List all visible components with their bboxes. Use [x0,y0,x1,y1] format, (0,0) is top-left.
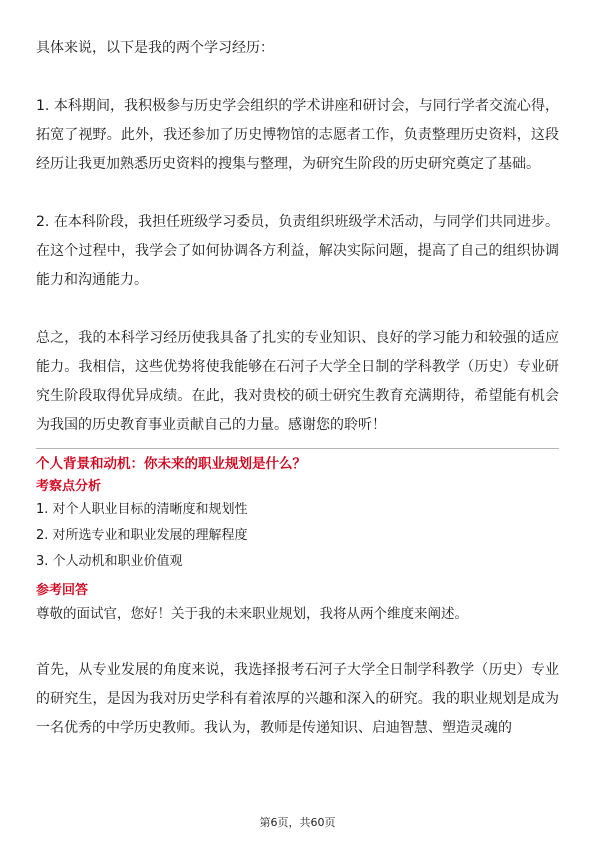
list-item: 2. 对所选专业和职业发展的理解程度 [36,528,248,543]
analysis-list [36,497,559,575]
question-title: 个人背景和动机：你未来的职业规划是什么？ [36,456,306,472]
page-footer: 第6页，共60页 [259,816,336,829]
answer-paragraph: 首先，从专业发展的角度来说，我选择报考石河子大学全日制学科教学（历史）专业的研究生，是因为我对历史学科有着浓厚的兴趣和深入的研究。我的职业规划是成为一名优秀的中学历史教师。我认为，教师是传递知识、启迪智慧、塑造灵魂的 [36,662,559,736]
experience-2: 2. 在本科阶段，我担任班级学习委员，负责组织班级学术活动，与同学们共同进步。在这个过程中，我学会了如何协调各方利益，解决实际问题，提高了自己的组织协调能力和沟通能力。 [36,214,559,288]
page-content [36,34,559,743]
answer-heading: 参考回答 [36,583,89,598]
paragraph-gap [36,63,559,92]
intro-text: 具体来说，以下是我的两个学习经历： [36,40,274,56]
paragraph-gap [36,627,559,656]
analysis-heading: 考察点分析 [36,479,102,494]
paragraph-gap [36,179,559,208]
answer-opening: 尊敬的面试官，您好！关于我的未来职业规划，我将从两个维度来阐述。 [36,606,468,622]
conclusion-text: 总之，我的本科学习经历使我具备了扎实的专业知识、良好的学习能力和较强的适应能力。我相信，这些优势将使我能够在石河子大学全日制的学科教学（历史）专业研究生阶段取得优异成绩。在此，我对贵校的硕士研究生教育充满期待，希望能有机会为我国的历史教育事业贡献自己的力量。感谢您的聆听！ [36,330,559,433]
experience-1: 1. 本科期间，我积极参与历史学会组织的学术讲座和研讨会，与同行学者交流心得，拓宽了视野。此外，我还参加了历史博物馆的志愿者工作，负责整理历史资料，这段经历让我更加熟悉历史资料的搜集与整理，为研究生阶段的历史研究奠定了基础。 [36,98,559,172]
list-item: 3. 个人动机和职业价值观 [36,554,183,569]
paragraph-gap [36,295,559,324]
section-divider [36,448,559,449]
list-item: 1. 对个人职业目标的清晰度和规划性 [36,502,248,517]
